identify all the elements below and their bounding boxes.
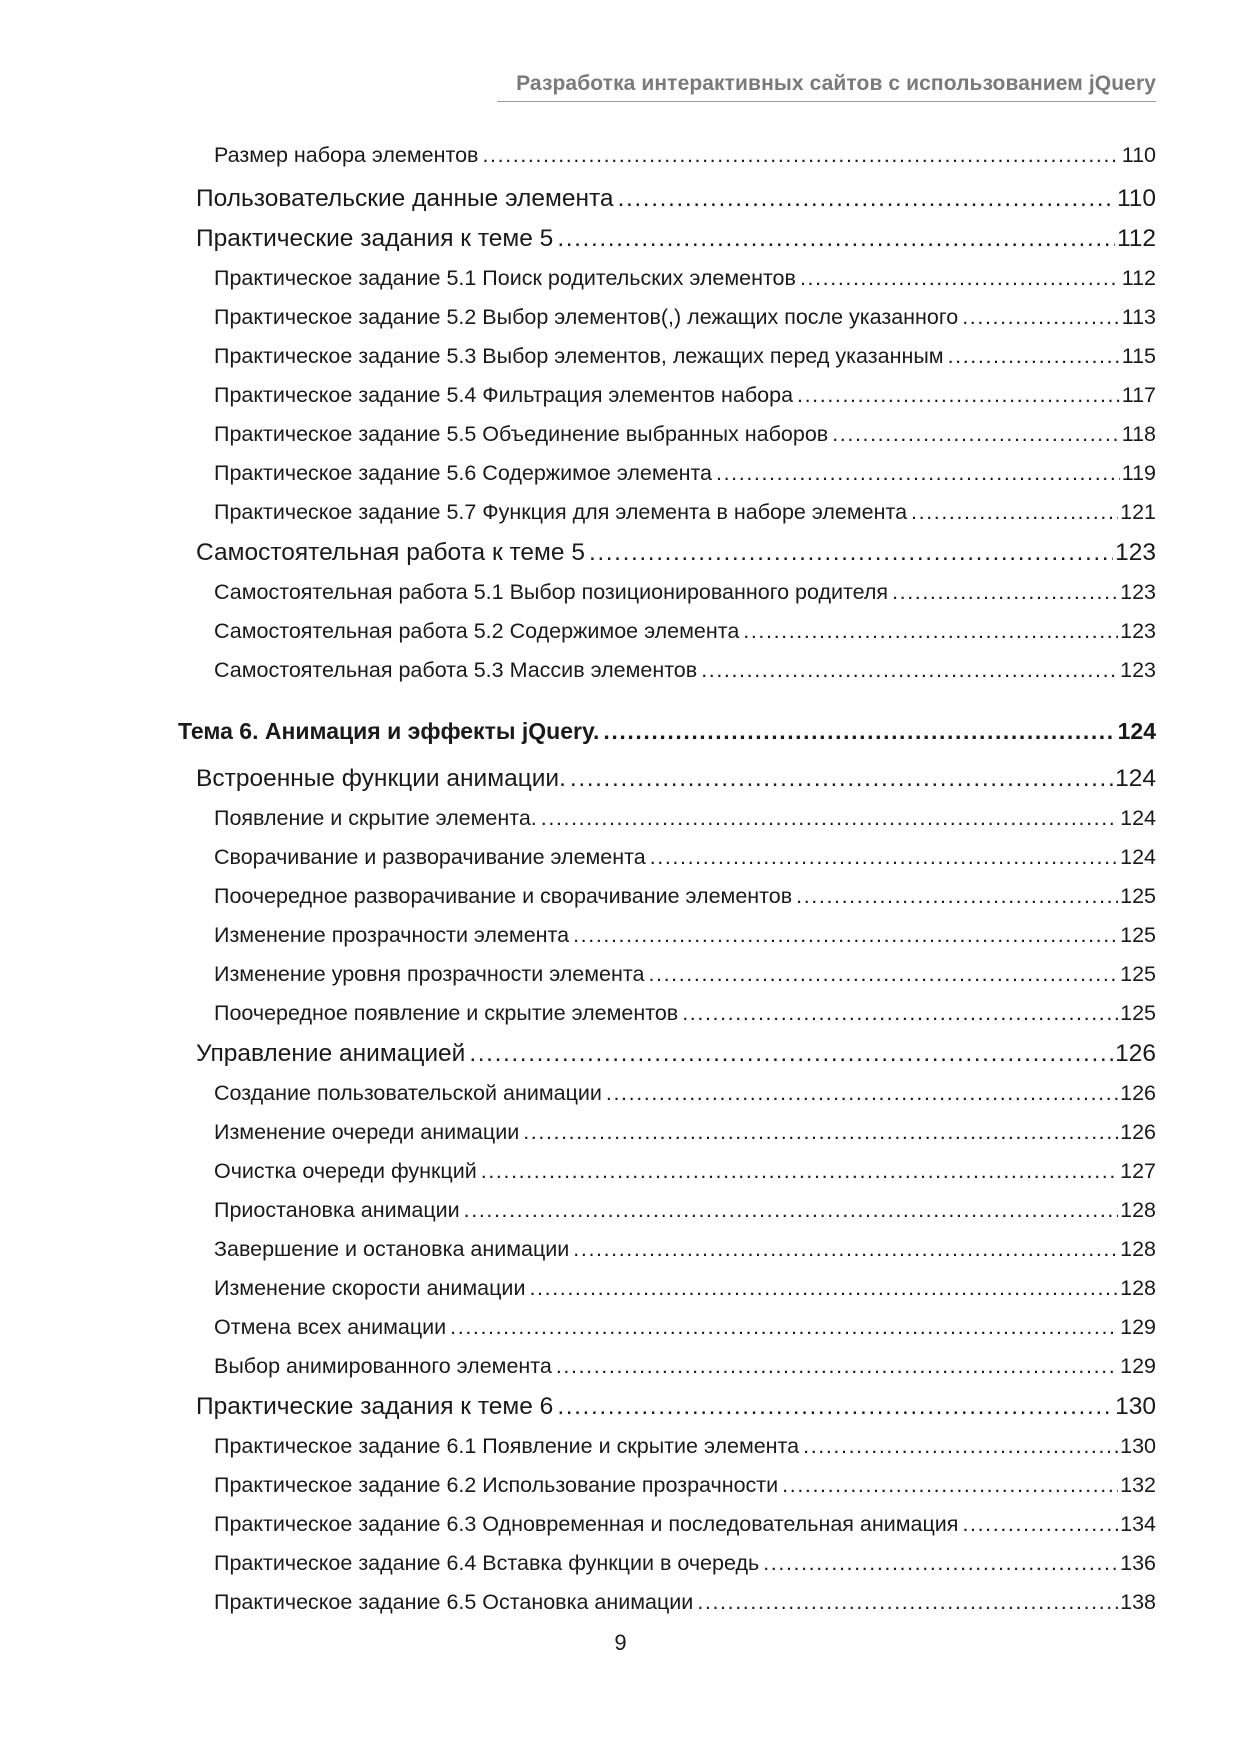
toc-entry-title: Выбор анимированного элемента [214, 1354, 552, 1378]
toc-leader-dots [618, 185, 1115, 213]
toc-leader-dots [541, 806, 1118, 831]
toc-entry-title: Пользовательские данные элемента [196, 185, 614, 212]
toc-entry-page: 128 [1120, 1237, 1156, 1261]
toc-leader-dots [948, 344, 1120, 369]
toc-entry-title: Управление анимацией [196, 1040, 466, 1067]
toc-entry-title: Приостановка анимации [214, 1198, 460, 1222]
toc-leader-dots [803, 1434, 1118, 1459]
toc-entry-title: Изменение прозрачности элемента [214, 923, 570, 947]
toc-entry[interactable] [196, 1040, 1156, 1068]
toc-leader-dots [682, 1001, 1118, 1026]
toc-entry-page: 125 [1120, 884, 1156, 908]
toc-leader-dots [606, 1081, 1118, 1106]
toc-leader-dots [573, 923, 1118, 948]
toc-entry-title: Самостоятельная работа к теме 5 [196, 539, 585, 566]
page-number: 9 [614, 1630, 627, 1655]
running-header: Разработка интерактивных сайтов с использованием jQuery [516, 72, 1156, 95]
toc-entry-title: Самостоятельная работа 5.3 Массив элементов [214, 658, 698, 682]
toc-entry-page: 129 [1120, 1315, 1156, 1339]
toc-entry[interactable] [214, 1512, 1156, 1537]
toc-entry-title: Практические задания к теме 6 [196, 1393, 554, 1420]
toc-entry-page: 113 [1121, 305, 1156, 329]
toc-entry-page: 138 [1120, 1590, 1156, 1614]
toc-entry[interactable] [214, 1001, 1156, 1026]
toc-entry[interactable] [214, 266, 1156, 291]
toc-leader-dots [529, 1276, 1118, 1301]
toc-entry[interactable] [214, 1120, 1156, 1145]
toc-entry-title: Практическое задание 5.3 Выбор элементов, лежащих перед указанным [214, 344, 944, 368]
toc-entry[interactable] [214, 1198, 1156, 1223]
toc-entry-page: 125 [1120, 923, 1156, 947]
toc-entry[interactable] [214, 1159, 1156, 1184]
toc-entry-page: 134 [1120, 1512, 1156, 1536]
toc-entry[interactable] [214, 884, 1156, 909]
toc-entry[interactable] [214, 422, 1156, 447]
toc-entry-title: Практические задания к теме 5 [196, 225, 554, 252]
toc-entry[interactable] [214, 845, 1156, 870]
toc-entry[interactable] [214, 923, 1156, 948]
toc-entry-page: 125 [1120, 962, 1156, 986]
toc-entry-title: Практическое задание 6.4 Вставка функции в очередь [214, 1551, 760, 1575]
toc-entry-page: 123 [1115, 539, 1156, 566]
toc-leader-dots [701, 658, 1118, 683]
toc-entry[interactable] [214, 500, 1156, 525]
toc-entry-page: 126 [1115, 1040, 1156, 1067]
toc-leader-dots [573, 1237, 1118, 1262]
toc-entry-page: 128 [1120, 1276, 1156, 1300]
toc-entry[interactable] [196, 765, 1156, 793]
toc-entry-page: 130 [1120, 1434, 1156, 1458]
toc-entry-page: 127 [1120, 1159, 1156, 1183]
toc-entry[interactable] [214, 1237, 1156, 1262]
toc-entry-title: Самостоятельная работа 5.2 Содержимое элемента [214, 619, 740, 643]
toc-entry-title: Практическое задание 5.1 Поиск родительских элементов [214, 266, 796, 290]
toc-leader-dots [464, 1198, 1118, 1223]
toc-entry-title: Завершение и остановка анимации [214, 1237, 570, 1261]
toc-entry[interactable] [214, 1276, 1156, 1301]
toc-entry-title: Практическое задание 6.1 Появление и скрытие элемента [214, 1434, 800, 1458]
toc-entry[interactable] [214, 1354, 1156, 1379]
toc-leader-dots [481, 1159, 1118, 1184]
toc-entry[interactable] [214, 1473, 1156, 1498]
toc-entry-title: Появление и скрытие элемента. [214, 806, 537, 830]
toc-leader-dots [782, 1473, 1118, 1498]
toc-leader-dots [557, 1393, 1113, 1421]
toc-entry-page: 125 [1120, 1001, 1156, 1025]
toc-entry[interactable] [214, 344, 1156, 369]
toc-entry-title: Поочередное появление и скрытие элементов [214, 1001, 679, 1025]
toc-entry-page: 119 [1121, 461, 1156, 485]
toc-entry-title: Очистка очереди функций [214, 1159, 477, 1183]
toc-entry-title: Практическое задание 5.7 Функция для элемента в наборе элемента [214, 500, 908, 524]
toc-leader-dots [556, 1354, 1118, 1379]
toc-leader-dots [716, 461, 1120, 486]
toc-leader-dots [589, 539, 1113, 567]
toc-entry-page: 118 [1121, 422, 1156, 446]
toc-entry-title: Изменение уровня прозрачности элемента [214, 962, 645, 986]
toc-leader-dots [832, 422, 1119, 447]
toc-entry-page: 124 [1117, 718, 1156, 744]
toc-entry[interactable] [214, 658, 1156, 683]
toc-leader-dots [796, 884, 1118, 909]
toc-entry-title: Практическое задание 6.5 Остановка анимации [214, 1590, 694, 1614]
toc-chapter[interactable] [178, 718, 1156, 745]
toc-entry-page: 132 [1120, 1473, 1156, 1497]
toc-entry-page: 123 [1120, 580, 1156, 604]
toc-entry[interactable] [196, 1393, 1156, 1421]
toc-entry-page: 121 [1120, 500, 1156, 524]
toc-entry-page: 115 [1121, 344, 1156, 368]
toc-entry-title: Практическое задание 5.2 Выбор элементов(,) лежащих после указанного [214, 305, 959, 329]
toc-leader-dots [797, 383, 1120, 408]
toc-entry[interactable] [214, 143, 1156, 168]
toc-entry[interactable] [214, 461, 1156, 486]
toc-leader-dots [570, 765, 1113, 793]
toc-leader-dots [962, 1512, 1118, 1537]
toc-entry-title: Встроенные функции анимации. [196, 765, 566, 792]
toc-entry-title: Поочередное разворачивание и сворачивание элементов [214, 884, 793, 908]
toc-entry-title: Практическое задание 6.2 Использование прозрачности [214, 1473, 779, 1497]
toc-entry-title: Сворачивание и разворачивание элемента [214, 845, 646, 869]
toc-entry-title: Практическое задание 5.6 Содержимое элемента [214, 461, 713, 485]
toc-leader-dots [650, 845, 1118, 870]
toc-entry-title: Создание пользовательской анимации [214, 1081, 602, 1105]
toc-leader-dots [911, 500, 1118, 525]
toc-entry[interactable] [214, 619, 1156, 644]
toc-entry-page: 126 [1120, 1081, 1156, 1105]
toc-entry[interactable] [214, 806, 1156, 831]
toc-entry-title: Размер набора элементов [214, 143, 479, 167]
toc-entry-page: 129 [1120, 1354, 1156, 1378]
toc-entry[interactable] [214, 1434, 1156, 1459]
toc-entry-page: 117 [1121, 383, 1156, 407]
toc-entry[interactable] [214, 1551, 1156, 1576]
toc-leader-dots [743, 619, 1118, 644]
toc-leader-dots [763, 1551, 1118, 1576]
toc-entry-page: 123 [1120, 658, 1156, 682]
toc-leader-dots [603, 718, 1115, 745]
toc-entry[interactable] [196, 185, 1156, 213]
toc-leader-dots [469, 1040, 1113, 1068]
toc-leader-dots [892, 580, 1118, 605]
toc-leader-dots [557, 225, 1115, 253]
toc-leader-dots [800, 266, 1120, 291]
toc-entry-title: Тема 6. Анимация и эффекты jQuery. [178, 718, 600, 744]
toc-leader-dots [482, 143, 1119, 168]
toc-entry-title: Изменение очереди анимации [214, 1120, 520, 1144]
toc-entry-page: 123 [1120, 619, 1156, 643]
toc-entry[interactable] [214, 305, 1156, 330]
toc-entry-page: 110 [1121, 143, 1156, 167]
toc-entry[interactable] [196, 225, 1156, 253]
toc-entry-title: Практическое задание 5.5 Объединение выбранных наборов [214, 422, 829, 446]
toc-entry-title: Отмена всех анимации [214, 1315, 447, 1339]
toc-leader-dots [450, 1315, 1118, 1340]
toc-entry[interactable] [214, 580, 1156, 605]
toc-entry[interactable] [214, 962, 1156, 987]
toc-entry[interactable] [214, 383, 1156, 408]
toc-entry[interactable] [196, 539, 1156, 567]
toc-entry-title: Практическое задание 5.4 Фильтрация элементов набора [214, 383, 794, 407]
toc-entry-page: 124 [1115, 765, 1156, 792]
toc-entry-title: Самостоятельная работа 5.1 Выбор позиционированного родителя [214, 580, 889, 604]
toc-leader-dots [523, 1120, 1118, 1145]
toc-entry-page: 110 [1116, 185, 1156, 212]
toc-leader-dots [962, 305, 1120, 330]
toc-entry-page: 130 [1115, 1393, 1156, 1420]
toc-entry-page: 128 [1120, 1198, 1156, 1222]
toc-entry-page: 112 [1116, 225, 1156, 252]
toc-entry-page: 124 [1120, 806, 1156, 830]
toc-entry-page: 112 [1121, 266, 1156, 290]
toc-entry[interactable] [214, 1590, 1156, 1615]
toc-entry-page: 136 [1120, 1551, 1156, 1575]
toc-leader-dots [697, 1590, 1118, 1615]
toc-entry-page: 124 [1120, 845, 1156, 869]
toc-entry-title: Практическое задание 6.3 Одновременная и последовательная анимация [214, 1512, 959, 1536]
toc-leader-dots [648, 962, 1118, 987]
toc-entry-title: Изменение скорости анимации [214, 1276, 526, 1300]
toc-entry[interactable] [214, 1315, 1156, 1340]
toc-entry[interactable] [214, 1081, 1156, 1106]
toc-entry-page: 126 [1120, 1120, 1156, 1144]
